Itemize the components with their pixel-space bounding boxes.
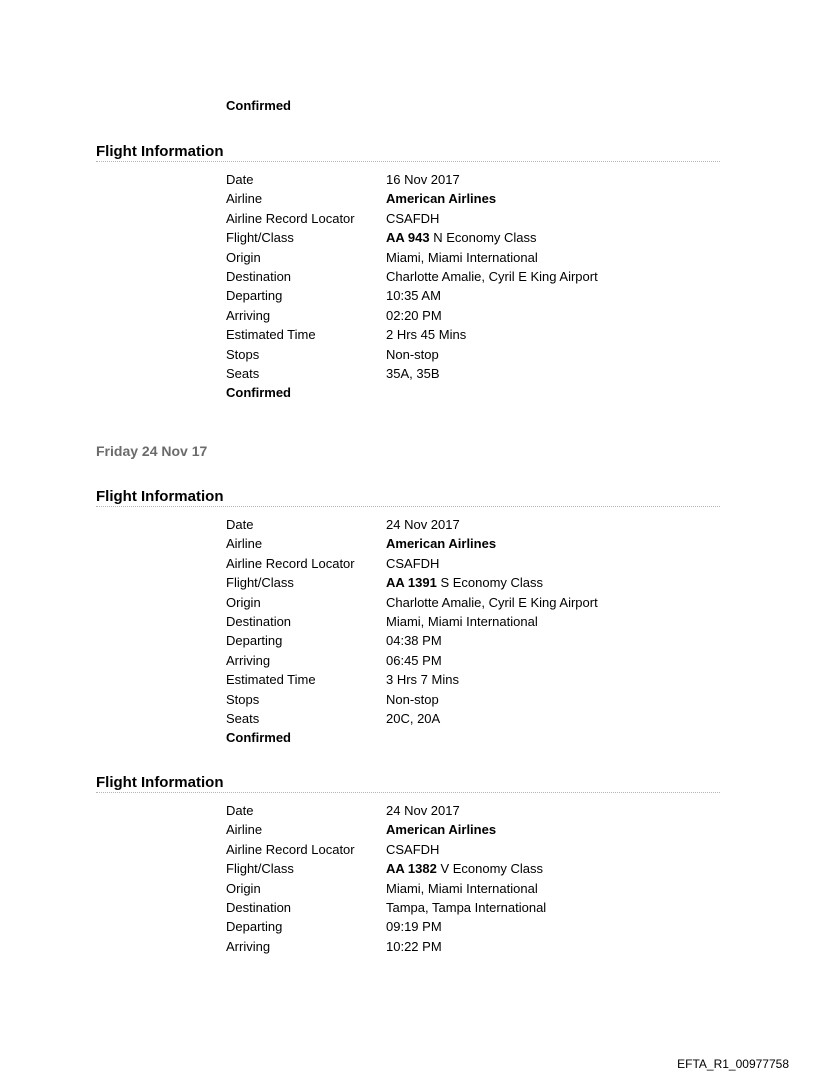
destination-label: Destination [226, 899, 292, 915]
seats-label: Seats [226, 710, 260, 726]
flight-class-label: Flight/Class [226, 861, 294, 877]
arriving-label: Arriving [226, 652, 271, 668]
flight-3-details [226, 801, 726, 956]
arriving-row [226, 937, 726, 956]
destination-row [226, 898, 726, 917]
stops-value: Non-stop [386, 346, 439, 362]
status-text: Confirmed [226, 730, 291, 746]
flight-number: AA 1382 [386, 861, 437, 877]
seats-value: 20C, 20A [386, 710, 441, 726]
date-value: 24 Nov 2017 [386, 803, 460, 818]
departing-label: Departing [226, 919, 283, 935]
destination-label: Destination [226, 268, 292, 284]
airline-label: Airline [226, 536, 263, 552]
seats-label: Seats [226, 365, 260, 381]
flight-class: S Economy Class [436, 575, 544, 591]
origin-value: Miami, Miami International [386, 880, 538, 896]
day-header: Friday 24 Nov 17 [96, 443, 208, 459]
flight-3-divider [96, 792, 720, 793]
flight-class: N Economy Class [429, 230, 537, 246]
stops-row [226, 345, 726, 364]
destination-value: Miami, Miami International [386, 613, 538, 629]
locator-label: Airline Record Locator [226, 841, 355, 857]
airline-row [226, 189, 726, 208]
locator-label: Airline Record Locator [226, 210, 355, 226]
flight-class-row [226, 228, 726, 247]
flight-1-section-title: Flight Information [96, 143, 224, 160]
flight-2-divider [96, 506, 720, 507]
origin-label: Origin [226, 594, 261, 610]
airline-value: American Airlines [386, 822, 497, 838]
airline-value: American Airlines [386, 191, 497, 207]
departing-row [226, 631, 726, 650]
estimated-value: 2 Hrs 45 Mins [386, 327, 467, 343]
origin-row [226, 879, 726, 898]
estimated-row [226, 325, 726, 344]
flight-2-details [226, 515, 726, 748]
arriving-label: Arriving [226, 938, 271, 954]
locator-row [226, 209, 726, 228]
airline-row [226, 820, 726, 839]
stops-value: Non-stop [386, 691, 439, 707]
flight-class-row [226, 859, 726, 878]
destination-row [226, 612, 726, 631]
estimated-label: Estimated Time [226, 672, 316, 688]
departing-row [226, 286, 726, 305]
flight-class-value [386, 573, 543, 592]
flight-number: AA 1391 [386, 575, 437, 591]
destination-row [226, 267, 726, 286]
locator-value: CSAFDH [386, 555, 440, 571]
estimated-value: 3 Hrs 7 Mins [386, 672, 459, 688]
date-row [226, 801, 726, 820]
airline-label: Airline [226, 822, 263, 838]
flight-class-label: Flight/Class [226, 575, 294, 591]
departing-value: 04:38 PM [386, 633, 442, 649]
origin-row [226, 248, 726, 267]
departing-row [226, 917, 726, 936]
stops-label: Stops [226, 346, 260, 362]
arriving-value: 02:20 PM [386, 307, 442, 323]
flight-1-divider [96, 161, 720, 162]
seats-row [226, 709, 726, 728]
seats-row [226, 364, 726, 383]
status-text: Confirmed [226, 385, 291, 401]
locator-row [226, 840, 726, 859]
arriving-value: 06:45 PM [386, 652, 442, 668]
arriving-label: Arriving [226, 307, 271, 323]
locator-value: CSAFDH [386, 210, 440, 226]
airline-row [226, 534, 726, 553]
flight-class-value [386, 859, 543, 878]
locator-row [226, 554, 726, 573]
top-status: Confirmed [226, 98, 291, 113]
arriving-row [226, 306, 726, 325]
departing-label: Departing [226, 288, 283, 304]
origin-label: Origin [226, 880, 261, 896]
date-label: Date [226, 172, 254, 187]
estimated-row [226, 670, 726, 689]
flight-3-section-title: Flight Information [96, 774, 224, 791]
destination-value: Tampa, Tampa International [386, 899, 547, 915]
destination-label: Destination [226, 613, 292, 629]
flight-2-section-title: Flight Information [96, 488, 224, 505]
status-row [226, 383, 726, 402]
flight-class-row [226, 573, 726, 592]
departing-value: 10:35 AM [386, 288, 441, 304]
destination-value: Charlotte Amalie, Cyril E King Airport [386, 268, 598, 284]
origin-label: Origin [226, 249, 261, 265]
date-value: 16 Nov 2017 [386, 172, 460, 187]
estimated-label: Estimated Time [226, 327, 316, 343]
stops-row [226, 690, 726, 709]
arriving-value: 10:22 PM [386, 938, 442, 954]
date-value: 24 Nov 2017 [386, 517, 460, 532]
arriving-row [226, 651, 726, 670]
document-id: EFTA_R1_00977758 [677, 1057, 789, 1071]
departing-value: 09:19 PM [386, 919, 442, 935]
date-row [226, 170, 726, 189]
airline-value: American Airlines [386, 536, 497, 552]
stops-label: Stops [226, 691, 260, 707]
locator-value: CSAFDH [386, 841, 440, 857]
date-row [226, 515, 726, 534]
flight-class: V Economy Class [436, 861, 544, 877]
flight-class-value [386, 228, 537, 247]
flight-number: AA 943 [386, 230, 430, 246]
origin-value: Miami, Miami International [386, 249, 538, 265]
origin-value: Charlotte Amalie, Cyril E King Airport [386, 594, 598, 610]
airline-label: Airline [226, 191, 263, 207]
flight-class-label: Flight/Class [226, 230, 294, 246]
seats-value: 35A, 35B [386, 365, 440, 381]
locator-label: Airline Record Locator [226, 555, 355, 571]
departing-label: Departing [226, 633, 283, 649]
origin-row [226, 593, 726, 612]
date-label: Date [226, 803, 254, 818]
status-row [226, 728, 726, 747]
date-label: Date [226, 517, 254, 532]
flight-1-details [226, 170, 726, 403]
